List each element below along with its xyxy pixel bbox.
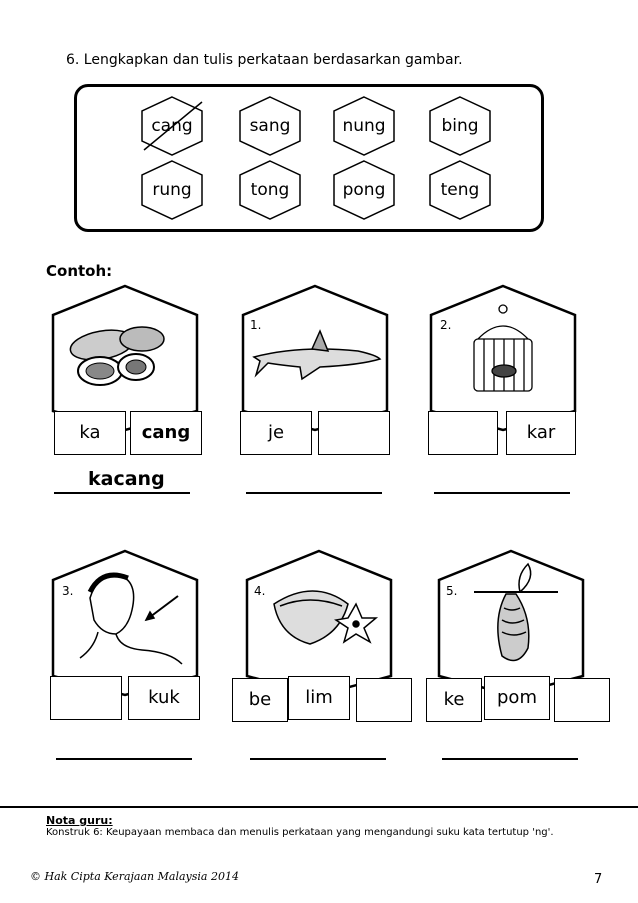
answer-line[interactable] <box>56 758 192 760</box>
syllable-box-right: kar <box>506 411 576 455</box>
instruction-text: 6. Lengkapkan dan tulis perkataan berdasarkan gambar. <box>66 52 463 68</box>
word-bank-word: teng <box>440 180 480 200</box>
answer-line[interactable] <box>442 758 578 760</box>
item-number: 4. <box>254 584 266 598</box>
divider <box>0 806 638 808</box>
item-number: 1. <box>250 318 262 332</box>
syllable-box-middle: lim <box>288 676 350 720</box>
note-text: Konstruk 6: Keupayaan membaca dan menulis perkataan yang mengandungi suku kata tertutup 'ng'. <box>46 827 554 838</box>
word-bank-word: bing <box>441 116 479 136</box>
word-bank-hex <box>238 160 302 220</box>
syllable-box-left: je <box>240 411 312 455</box>
syllable-box-blank[interactable] <box>554 678 610 722</box>
copyright: © Hak Cipta Kerajaan Malaysia 2014 <box>30 870 239 883</box>
note-heading: Nota guru: <box>46 814 113 827</box>
word-bank-hex <box>428 160 492 220</box>
answer-line[interactable] <box>54 492 190 494</box>
syllable-box-blank[interactable] <box>428 411 498 455</box>
syllable-box-middle: pom <box>484 676 550 720</box>
syllable-box-left: ka <box>54 411 126 455</box>
syllable-box-blank[interactable] <box>318 411 390 455</box>
syllable-box-left: be <box>232 678 288 722</box>
contoh-label: Contoh: <box>46 262 113 280</box>
word-bank-word: cang <box>151 116 193 136</box>
word-bank-hex <box>238 96 302 156</box>
item-number: 2. <box>440 318 452 332</box>
answer-line[interactable] <box>246 492 382 494</box>
word-bank-word: pong <box>342 180 386 200</box>
word-bank-word: tong <box>250 180 290 200</box>
word-bank-hex <box>140 96 204 156</box>
item-number: 3. <box>62 584 74 598</box>
word-bank-word: sang <box>249 116 291 136</box>
syllable-box-right: cang <box>130 411 202 455</box>
word-bank-hex <box>332 160 396 220</box>
syllable-box-blank[interactable] <box>50 676 122 720</box>
syllable-box-right: kuk <box>128 676 200 720</box>
example-answer: kacang <box>88 468 165 490</box>
answer-line[interactable] <box>250 758 386 760</box>
word-bank-hex <box>140 160 204 220</box>
answer-line[interactable] <box>434 492 570 494</box>
syllable-box-left: ke <box>426 678 482 722</box>
page-number: 7 <box>594 872 603 887</box>
word-bank-hex <box>428 96 492 156</box>
word-bank-word: nung <box>342 116 386 136</box>
word-bank-word: rung <box>152 180 192 200</box>
word-bank-hex <box>332 96 396 156</box>
syllable-box-blank[interactable] <box>356 678 412 722</box>
item-number: 5. <box>446 584 458 598</box>
